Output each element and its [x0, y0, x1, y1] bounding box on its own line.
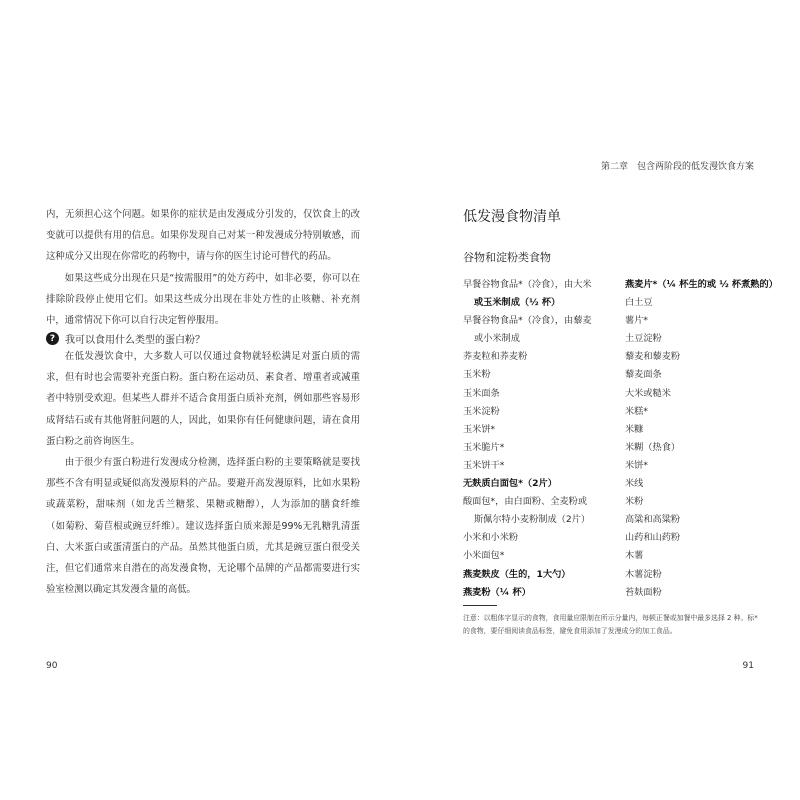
food-list-item: 玉米脆片*: [463, 441, 505, 453]
food-list-item: 酸面包*，由白面粉、全麦粉或: [463, 496, 588, 508]
paragraph: 内，无须担心这个问题。如果你的症状是由发漫成分引发的，仅饮食上的改变就可以提供有用的信息。如果你发现自己对某一种发漫成分特别敏感，而这种成分又出现在你常吃的药物中，请与你的医生讨论可替代的药品。: [46, 209, 360, 263]
food-list-item: 小米和小米粉: [463, 532, 519, 544]
food-list-item: 早餐谷物食品*（冷食），由藜麦: [463, 315, 592, 327]
food-list-item: 小米面包*: [463, 550, 505, 562]
food-list-item: 藜麦和藜麦粉: [625, 351, 681, 363]
food-list-left-column: [463, 276, 623, 602]
food-list-item: 玉米饼*: [463, 423, 496, 435]
food-list-item: 玉米面条: [463, 387, 500, 399]
food-list-item: 白土豆: [625, 297, 653, 309]
food-list-item: 荞麦粒和荞麦粉: [463, 351, 528, 363]
note-divider: [463, 605, 497, 606]
food-list-item: 斯佩尔特小麦粉制成（2片）: [474, 514, 591, 526]
answer-text: [46, 346, 360, 600]
question-heading: [46, 331, 205, 346]
page-number-left: 90: [46, 661, 58, 671]
food-list-item: 米粉: [625, 496, 644, 508]
food-list-item: 苔麸面粉: [625, 586, 662, 598]
food-list-item: 大米或糙米: [625, 387, 671, 399]
footnote: 注意：以粗体字显示的食物，食用量应限制在所示分量内，每顿正餐或加餐中最多选择 2 种。标*的食物，要仔细阅读食品标签，避免食用添加了发漫成分的加工食品。: [463, 614, 758, 635]
paragraph: 在低发漫饮食中，大多数人可以仅通过食物就轻松满足对蛋白质的需求，但有时也会需要补充蛋白粉。蛋白粉在运动员、素食者、增重者或减重者中特别受欢迎。但某些人群并不适合食用蛋白质补充剂，例如那些容易形成肾结石或有其他肾脏问题的人，因此，如果你有任何健康问题，请在食用蛋白粉之前咨询医生。: [46, 351, 360, 447]
food-list-item: 无麸质白面包*（2片）: [463, 478, 557, 490]
running-header: 第二章 包含两阶段的低发漫饮食方案: [600, 162, 754, 172]
list-subtitle: 谷物和淀粉类食物: [463, 251, 551, 264]
food-list-item: 薯片*: [625, 315, 648, 327]
food-list-item: 米线: [625, 478, 644, 490]
food-list-item: 山药和山药粉: [625, 532, 681, 544]
question-icon: ?: [46, 332, 59, 345]
food-list-item: 米糊（热食）: [625, 441, 681, 453]
food-list-item: 藜麦面条: [625, 369, 662, 381]
list-title: 低发漫食物清单: [463, 209, 561, 225]
food-list-item: 或小米制成: [474, 333, 520, 345]
food-list-item: 高粱和高粱粉: [625, 514, 681, 526]
food-list-item: 木薯: [625, 550, 644, 562]
food-list-item: 早餐谷物食品*（冷食），由大米: [463, 279, 592, 290]
paragraph: 如果这些成分出现在只是“按需服用”的处方药中，如非必要，你可以在排除阶段停止使用它们。如果这些成分出现在非处方性的止咳糖、补充剂中，通常情况下你可以自行决定暂停服用。: [46, 272, 360, 327]
question-text: 我可以食用什么类型的蛋白粉？: [65, 335, 205, 346]
food-list-right-column: [625, 276, 778, 602]
food-list-item: 米饼*: [625, 459, 648, 471]
food-list-item: 燕麦片*（¼ 杯生的或 ½ 杯煮熟的）: [625, 279, 778, 290]
food-list-item: 米糕*: [625, 405, 648, 417]
food-list-item: 或玉米制成（½ 杯）: [474, 297, 561, 309]
food-list-item: 燕麦麸皮（生的，1大勺）: [463, 568, 571, 580]
intro-text: [46, 204, 360, 331]
food-list-item: 玉米淀粉: [463, 405, 500, 417]
food-list-item: 木薯淀粉: [625, 568, 662, 580]
page-number-right: 91: [742, 661, 754, 671]
food-list-item: 玉米饼干*: [463, 459, 505, 471]
food-list-item: 米糠: [625, 423, 644, 435]
paragraph: 由于很少有蛋白粉进行发漫成分检测，选择蛋白粉的主要策略就是要找那些不含有明显或疑似高发漫原料的产品。要避开高发漫原料，比如水果粉或蔬菜粉，甜味剂（如龙舌兰糖浆、果糖或糖醇），人为添加的膳食纤维（如菊粉、菊苣根或豌豆纤维）。建议选择蛋白质来源是99%无乳糖乳清蛋白、大米蛋白或蛋清蛋白的产品。虽然其他蛋白质，尤其是豌豆蛋白很受关注，但它们通常来自潜在的高发漫食物，无论哪个品牌的产品都需要进行实验室检测以确定其发漫含量的高低。: [46, 457, 360, 596]
food-list-item: 玉米粉: [463, 369, 491, 381]
right-page: [400, 0, 800, 800]
food-list-item: 燕麦粉（¼ 杯）: [463, 586, 531, 598]
food-list-item: 土豆淀粉: [625, 333, 662, 345]
